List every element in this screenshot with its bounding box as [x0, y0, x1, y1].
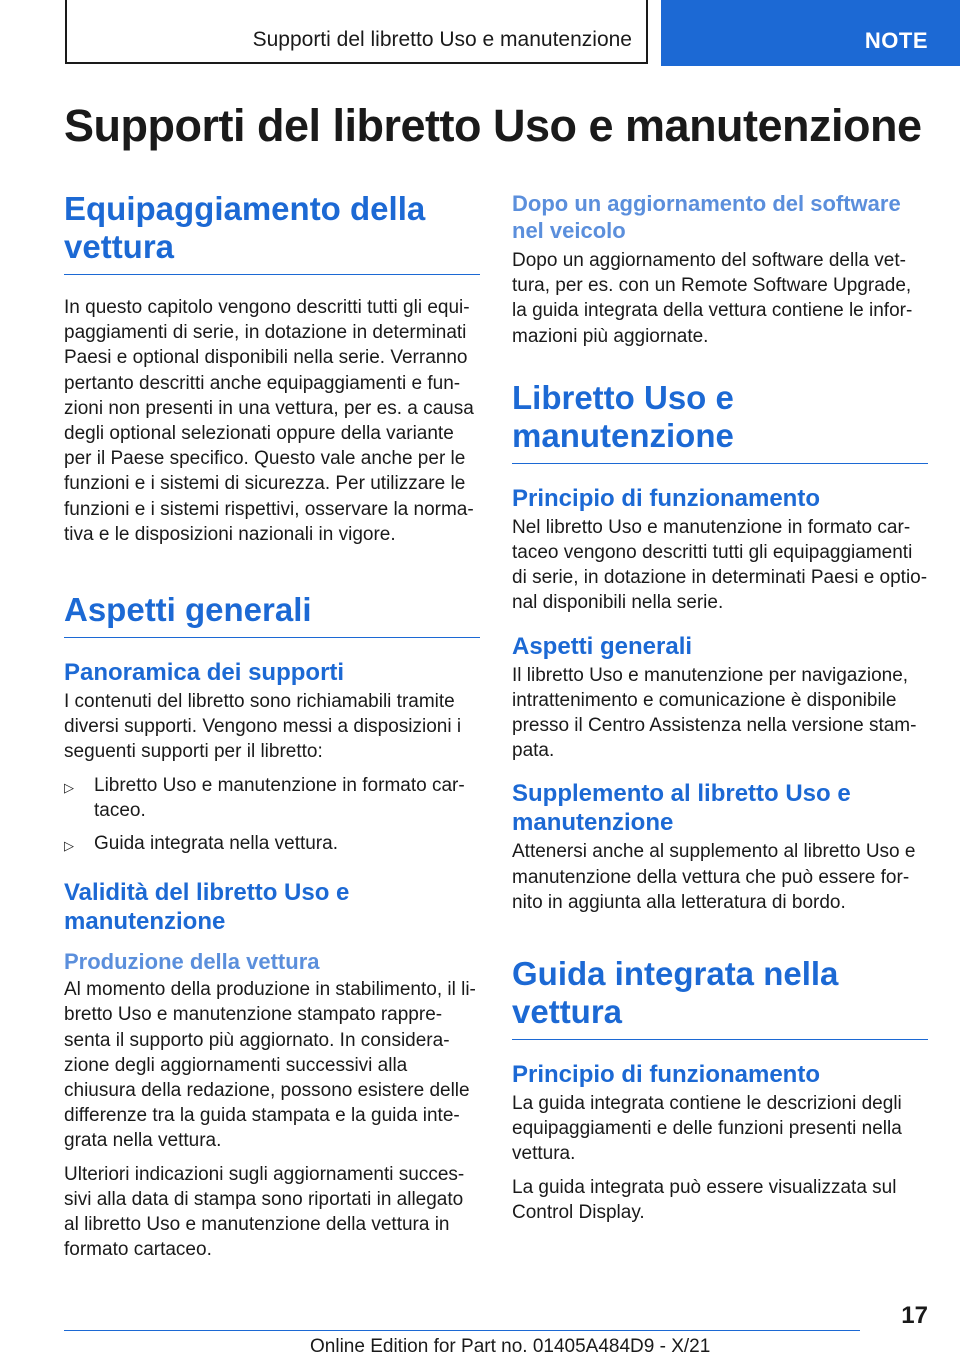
- subsection-title-principle-manual: Principio di funzionamento: [512, 484, 820, 512]
- triangle-bullet-icon: ▷: [64, 779, 74, 795]
- paragraph-principle-guide-1: La guida integrata contiene le descrizioni degli equipaggiamenti e delle funzioni presenti nella vettura.: [512, 1093, 902, 1165]
- page-number: 17: [901, 1302, 928, 1329]
- header-title-box: [65, 0, 648, 64]
- media-list: [64, 773, 480, 857]
- paragraph-media-overview: I contenuti del libretto sono richiamabili tramite diversi supporti. Vengono messi a disposizioni i seguenti supporti per il libretto:: [64, 691, 462, 763]
- paragraph-software-update: Dopo un aggiornamento del software della vettura, per es. con un Remote Software Upgrade, la guida integrata della vettura contiene le informazioni più aggiornate.: [512, 250, 913, 347]
- paragraph-production-1: Al momento della produzione in stabilimento, il libretto Uso e manutenzione stampato rappresenta il supporto più aggiornato. In considerazione degli aggiornamenti successivi alla chiusura della redazione, possono esistere delle differenze tra la guida stampata e la guida integrata nella vettura.: [64, 979, 476, 1152]
- paragraph-equipment: In questo capitolo vengono descritti tutti gli equipaggiamenti di serie, in dotazione in determinati Paesi e optional disponibili nella serie. Verranno pertanto descritti anche equipaggiamenti e funzioni non presenti in una vettura, per es. a causa degli optional selezionati oppure della variante per il Paese specifico. Questo vale anche per le funzioni e i sistemi di sicurezza. Per utilizzare le funzioni e i sistemi rispettivi, osservare la normativa e le disposizioni nazionali in vigore.: [64, 297, 474, 545]
- section-title-integrated-guide: Guida integrata nella vettura: [512, 955, 928, 1040]
- subsection-title-media-overview: Panoramica dei supporti: [64, 659, 345, 687]
- section-title-general: Aspetti generali: [64, 591, 480, 638]
- list-item: ▷ Guida integrata nella vettura.: [64, 831, 480, 856]
- header-tab-note[interactable]: [661, 0, 960, 66]
- subsection-title-validity: Validità del libretto Uso e manutenzione: [64, 879, 350, 936]
- subsection-title-supplement: Supplemento al libretto Uso e manutenzione: [512, 780, 851, 837]
- list-item: ▷ Libretto Uso e manutenzione in formato cartaceo.: [64, 774, 465, 821]
- page-title: Supporti del libretto Uso e manutenzione: [64, 100, 922, 151]
- paragraph-principle-guide-2: La guida integrata può essere visualizzata sul Control Display.: [512, 1176, 897, 1223]
- footer-divider: [64, 1330, 860, 1331]
- section-title-manual: Libretto Uso e manutenzione: [512, 379, 928, 464]
- right-column: [512, 190, 928, 1225]
- subsection-title-general-manual: Aspetti generali: [512, 632, 693, 660]
- subsubsection-title-production: Produzione della vettura: [64, 949, 320, 975]
- paragraph-general-manual: Il libretto Uso e manutenzione per navigazione, intrattenimento e comunicazione è disponibile presso il Centro Assistenza nella versione stampata.: [512, 664, 917, 762]
- footer-edition: Online Edition for Part no. 01405A484D9 - X/21: [310, 1336, 711, 1357]
- page-header: [0, 0, 960, 66]
- section-title-equipment: Equipaggiamento della vettura: [64, 190, 480, 275]
- subsubsection-title-software-update: Dopo un aggiornamento del software nel veicolo: [512, 191, 901, 243]
- header-title: Supporti del libretto Uso e manutenzione: [252, 28, 632, 51]
- left-column: [64, 190, 480, 1262]
- triangle-bullet-icon: ▷: [64, 838, 74, 854]
- paragraph-supplement: Attenersi anche al supplemento al libretto Uso e manutenzione della vettura che può essere fornito in aggiunta alla letteratura di bordo.: [512, 841, 916, 913]
- paragraph-production-2: Ulteriori indicazioni sugli aggiornamenti successivi alla data di stampa sono riportati in allegato al libretto Uso e manutenzione della vettura in formato cartaceo.: [64, 1163, 465, 1261]
- paragraph-principle-manual: Nel libretto Uso e manutenzione in formato cartaceo vengono descritti tutti gli equipaggiamenti di serie, in dotazione in determinati Paesi e optional disponibili nella serie.: [512, 516, 928, 614]
- subsection-title-principle-guide: Principio di funzionamento: [512, 1061, 820, 1089]
- header-tab-label: NOTE: [864, 28, 928, 53]
